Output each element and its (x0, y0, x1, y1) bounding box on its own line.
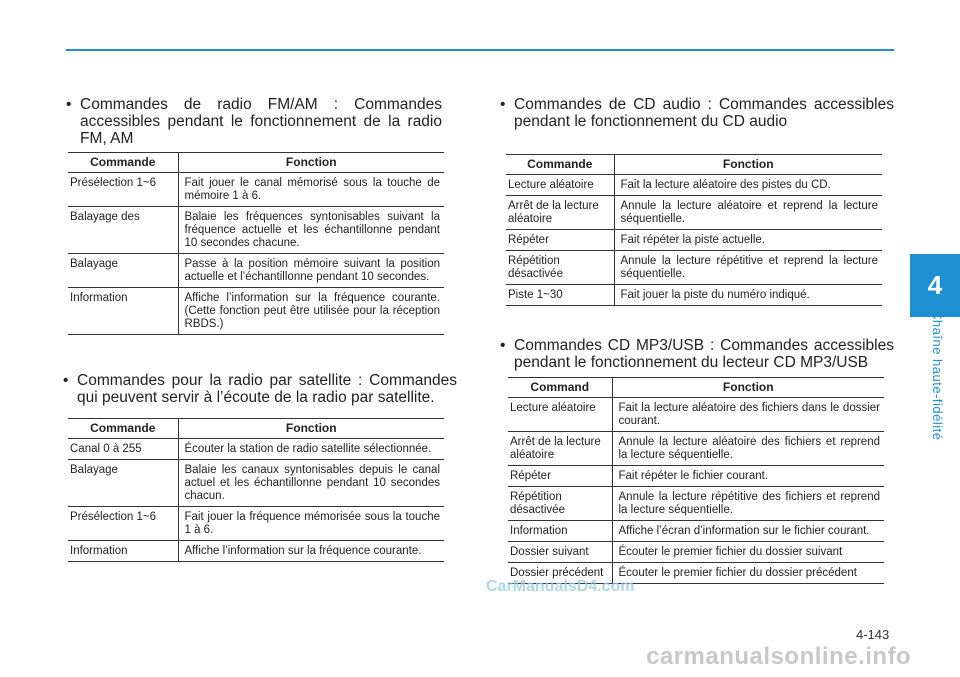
command-cell: Répéter (508, 466, 612, 487)
col-header: Command (508, 378, 612, 398)
command-cell: Balayage (68, 460, 178, 507)
col-header: Commande (68, 419, 178, 439)
command-cell: Balayage des (68, 207, 178, 254)
function-cell: Annule la lecture répétitive et reprend la lecture séquentielle. (614, 251, 882, 285)
command-cell: Présélection 1~6 (68, 173, 178, 207)
function-cell: Affiche l’information sur la fréquence courante. (178, 541, 444, 562)
table-row (506, 251, 882, 285)
function-cell: Fait la lecture aléatoire des fichiers dans le dossier courant. (612, 398, 884, 432)
table-row (68, 460, 444, 507)
table-row (506, 285, 882, 306)
command-cell: Canal 0 à 255 (68, 439, 178, 460)
table-row (68, 541, 444, 562)
table-row (508, 398, 884, 432)
command-cell: Arrêt de la lecture aléatoire (506, 196, 614, 230)
function-cell: Fait jouer la piste du numéro indiqué. (614, 285, 882, 306)
watermark-left: CarManualsD4.com (486, 578, 635, 595)
command-cell: Dossier précédent (508, 563, 612, 584)
function-cell: Écouter le premier fichier du dossier suivant (612, 542, 884, 563)
command-cell: Répéter (506, 230, 614, 251)
cd-table (506, 154, 882, 306)
chapter-number-tab (910, 254, 960, 317)
table-row (68, 507, 444, 541)
table-row (68, 207, 444, 254)
function-cell: Annule la lecture aléatoire et reprend la lecture séquentielle. (614, 196, 882, 230)
command-cell: Lecture aléatoire (508, 398, 612, 432)
function-cell: Fait répéter le fichier courant. (612, 466, 884, 487)
watermark-right: carmanualsonline.info (646, 643, 912, 670)
table-row (508, 466, 884, 487)
table-row (508, 432, 884, 466)
table-row (506, 196, 882, 230)
header-rule (66, 49, 894, 51)
table-header-row (506, 155, 882, 175)
col-header: Fonction (614, 155, 882, 175)
command-cell: Présélection 1~6 (68, 507, 178, 541)
function-cell: Fait répéter la piste actuelle. (614, 230, 882, 251)
table-header-row (68, 419, 444, 439)
table-row (508, 542, 884, 563)
table-row (68, 439, 444, 460)
sat-intro: • Commandes pour la radio par satellite : Commandes qui peuvent servir à l’écoute de la radio par satellite. (77, 372, 457, 406)
table-row (68, 288, 444, 335)
col-header: Commande (506, 155, 614, 175)
command-cell: Répétition désactivée (508, 487, 612, 521)
table-row (506, 175, 882, 196)
page-number: 4-143 (856, 627, 890, 642)
command-cell: Lecture aléatoire (506, 175, 614, 196)
command-cell: Information (68, 288, 178, 335)
function-cell: Affiche l’information sur la fréquence courante. (Cette fonction peut être utilisée pour la réception RBDS.) (178, 288, 444, 335)
sat-table (68, 418, 444, 562)
command-cell: Balayage (68, 254, 178, 288)
fm-intro: • Commandes de radio FM/AM : Commandes accessibles pendant le fonctionnement de la radio FM, AM (80, 96, 442, 147)
table-row (508, 487, 884, 521)
command-cell: Information (508, 521, 612, 542)
command-cell: Information (68, 541, 178, 562)
table-row (506, 230, 882, 251)
function-cell: Écouter le premier fichier du dossier précédent (612, 563, 884, 584)
command-cell: Piste 1~30 (506, 285, 614, 306)
table-header-row (508, 378, 884, 398)
function-cell: Affiche l’écran d’information sur le fichier courant. (612, 521, 884, 542)
col-header: Fonction (178, 419, 444, 439)
mp3-table (508, 377, 884, 584)
table-header-row (68, 153, 444, 173)
chapter-title: Chaîne haute-fidélité (930, 310, 945, 441)
table-row (508, 521, 884, 542)
col-header: Fonction (612, 378, 884, 398)
col-header: Commande (68, 153, 178, 173)
table-row (68, 173, 444, 207)
function-cell: Annule la lecture répétitive des fichiers et reprend la lecture séquentielle. (612, 487, 884, 521)
table-row (68, 254, 444, 288)
command-cell: Dossier suivant (508, 542, 612, 563)
function-cell: Balaie les fréquences syntonisables suivant la fréquence actuelle et les échantillonne pendant 10 secondes chacune. (178, 207, 444, 254)
function-cell: Fait jouer la fréquence mémorisée sous la touche 1 à 6. (178, 507, 444, 541)
mp3-intro: • Commandes CD MP3/USB : Commandes accessibles pendant le fonctionnement du lecteur CD MP3/USB (514, 337, 894, 371)
col-header: Fonction (178, 153, 444, 173)
function-cell: Écouter la station de radio satellite sélectionnée. (178, 439, 444, 460)
function-cell: Annule la lecture aléatoire des fichiers et reprend la lecture séquentielle. (612, 432, 884, 466)
function-cell: Balaie les canaux syntonisables depuis le canal actuel et les échantillonne pendant 10 secondes chacun. (178, 460, 444, 507)
cd-intro: • Commandes de CD audio : Commandes accessibles pendant le fonctionnement du CD audio (514, 96, 894, 130)
fm-table (68, 152, 444, 335)
chapter-number: 4 (927, 270, 943, 300)
function-cell: Fait jouer le canal mémorisé sous la touche de mémoire 1 à 6. (178, 173, 444, 207)
command-cell: Arrêt de la lecture aléatoire (508, 432, 612, 466)
command-cell: Répétition désactivée (506, 251, 614, 285)
function-cell: Passe à la position mémoire suivant la position actuelle et l’échantillonne pendant 10 secondes. (178, 254, 444, 288)
function-cell: Fait la lecture aléatoire des pistes du CD. (614, 175, 882, 196)
